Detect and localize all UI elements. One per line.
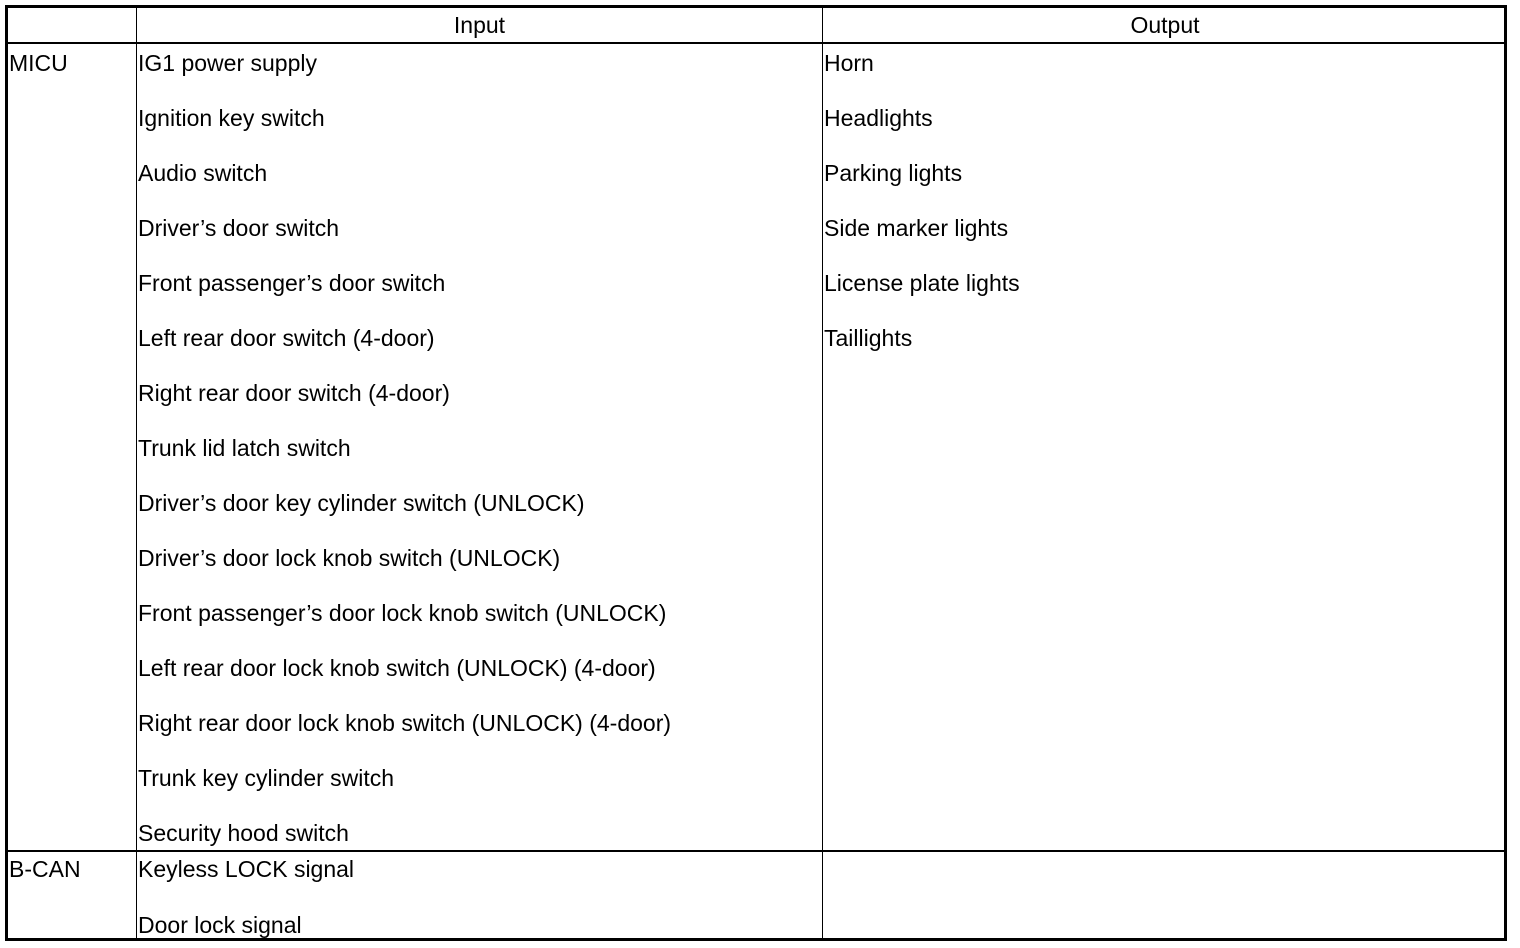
- input-item: Front passenger’s door switch: [138, 270, 446, 296]
- output-item: Headlights: [824, 105, 933, 131]
- input-item: Keyless LOCK signal: [138, 856, 355, 882]
- header-input: Input: [453, 12, 506, 38]
- input-item: Left rear door switch (4-door): [138, 325, 435, 351]
- input-item: Right rear door lock knob switch (UNLOCK) (4-door): [138, 710, 672, 736]
- input-item: Left rear door lock knob switch (UNLOCK) (4-door): [138, 655, 656, 681]
- input-item: Door lock signal: [138, 912, 302, 938]
- output-item: License plate lights: [824, 270, 1020, 296]
- output-item: Side marker lights: [824, 215, 1009, 241]
- input-item: IG1 power supply: [138, 50, 317, 76]
- input-item: Front passenger’s door lock knob switch (UNLOCK): [138, 600, 667, 626]
- output-item: Parking lights: [824, 160, 963, 186]
- row-divider: [8, 850, 1504, 852]
- input-item: Security hood switch: [138, 820, 349, 846]
- row-group-micu: MICU: [9, 50, 68, 76]
- input-item: Trunk key cylinder switch: [138, 765, 395, 791]
- input-item: Ignition key switch: [138, 105, 325, 131]
- column-divider-group: [136, 8, 137, 938]
- input-item: Driver’s door key cylinder switch (UNLOCK): [138, 490, 585, 516]
- io-table: [5, 5, 1507, 941]
- input-item: Driver’s door switch: [138, 215, 340, 241]
- output-item: Taillights: [824, 325, 913, 351]
- output-item: Horn: [824, 50, 874, 76]
- input-item: Trunk lid latch switch: [138, 435, 351, 461]
- header-divider: [8, 42, 1504, 44]
- input-item: Driver’s door lock knob switch (UNLOCK): [138, 545, 561, 571]
- row-group-bcan: B-CAN: [9, 856, 81, 882]
- input-item: Audio switch: [138, 160, 268, 186]
- header-output: Output: [1130, 12, 1200, 38]
- column-divider-input-output: [822, 8, 823, 938]
- input-item: Right rear door switch (4-door): [138, 380, 450, 406]
